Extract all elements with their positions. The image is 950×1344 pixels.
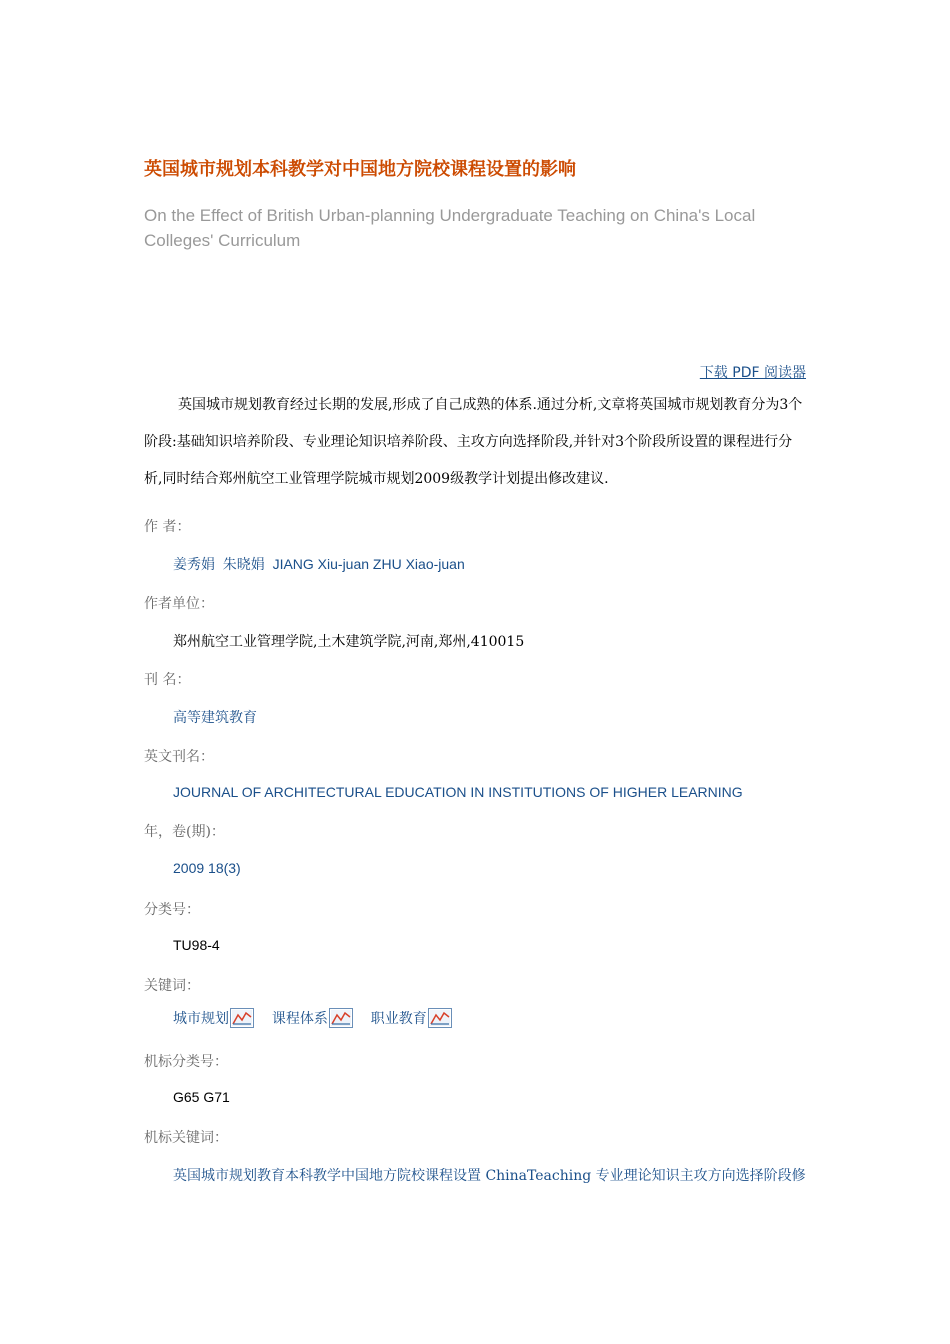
- page-subtitle-en: On the Effect of British Urban-planning Undergraduate Teaching on China's Local Colleges' Curriculum: [144, 206, 756, 250]
- journal-link[interactable]: 高等建筑教育: [173, 710, 257, 726]
- class-value: TU98-4: [173, 937, 220, 953]
- issue-link[interactable]: 2009 18(3): [173, 860, 241, 876]
- trend-chart-icon[interactable]: [428, 1008, 452, 1028]
- page-title: 英国城市规划本科教学对中国地方院校课程设置的影响: [144, 159, 576, 180]
- author-label: 作 者：: [144, 519, 191, 535]
- machine-keywords-label: 机标关键词：: [144, 1130, 228, 1146]
- class-label: 分类号：: [144, 902, 200, 918]
- keywords-label: 关键词：: [144, 978, 200, 994]
- keyword-item: [272, 1008, 353, 1028]
- affiliation-label: 作者单位：: [144, 596, 214, 612]
- issue-label: 年，卷(期)：: [144, 824, 225, 840]
- keyword-item: [173, 1008, 254, 1028]
- keywords-row: [173, 1008, 466, 1028]
- trend-chart-icon[interactable]: [230, 1008, 254, 1028]
- keyword-item: [371, 1008, 452, 1028]
- machine-keywords-link[interactable]: 英国城市规划教育本科教学中国地方院校课程设置 ChinaTeaching 专业理论知识主攻方向选择阶段修: [173, 1168, 806, 1184]
- download-pdf-reader-link[interactable]: 下载 PDF 阅读器: [699, 365, 806, 381]
- machine-class-value: G65 G71: [173, 1089, 230, 1105]
- author-link-1[interactable]: 姜秀娟: [173, 557, 215, 573]
- keyword-link-2[interactable]: 课程体系: [271, 1011, 328, 1027]
- trend-chart-icon[interactable]: [329, 1008, 353, 1028]
- author-link-en[interactable]: JIANG Xiu-juan ZHU Xiao-juan: [272, 556, 465, 572]
- keyword-link-1[interactable]: 城市规划: [173, 1011, 229, 1027]
- abstract-text: 英国城市规划教育经过长期的发展,形成了自己成熟的体系.通过分析,文章将英国城市规划教育分为3个阶段:基础知识培养阶段、专业理论知识培养阶段、主攻方向选择阶段,并针对3个阶段所设置的课程进行分析,同时结合郑州航空工业管理学院城市规划2009级教学计划提出修改建议.: [144, 397, 803, 487]
- journal-en-label: 英文刊名：: [144, 749, 214, 765]
- journal-en-link[interactable]: JOURNAL OF ARCHITECTURAL EDUCATION IN INSTITUTIONS OF HIGHER LEARNING: [173, 784, 743, 800]
- authors-row: [173, 554, 465, 574]
- affiliation-value: 郑州航空工业管理学院,土木建筑学院,河南,郑州,410015: [173, 634, 525, 650]
- machine-class-label: 机标分类号：: [144, 1054, 228, 1070]
- journal-label: 刊 名：: [144, 672, 191, 688]
- author-link-2[interactable]: 朱晓娟: [222, 557, 265, 573]
- keyword-link-3[interactable]: 职业教育: [370, 1011, 427, 1027]
